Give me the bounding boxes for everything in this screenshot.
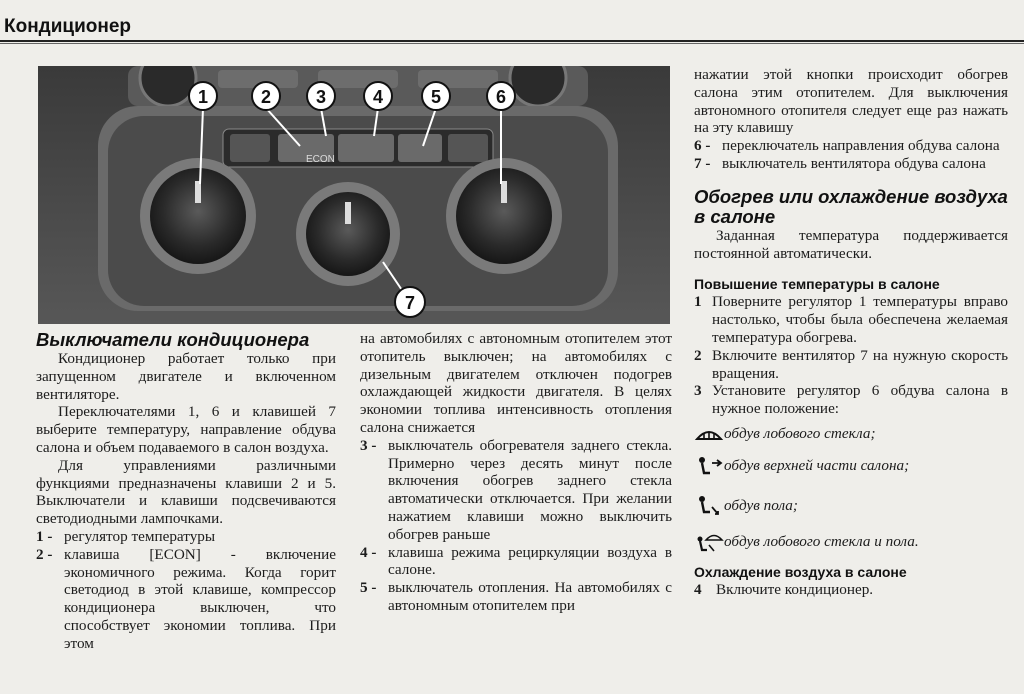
column-2 <box>360 330 672 615</box>
paragraph: Кондиционер работает только при запущенном двигателе и включенном вентиляторе. <box>36 350 336 403</box>
list-item: 7 - выключатель вентилятора обдува салона <box>694 154 986 172</box>
svg-text:2: 2 <box>260 87 272 107</box>
floor-vent-icon <box>694 495 724 517</box>
page-title: Кондиционер <box>4 16 132 37</box>
header-divider-thin <box>0 43 1024 44</box>
mode-windshield-floor: обдув лобового стекла и пола. <box>694 526 1008 558</box>
subheading-heating: Повышение температуры в салоне <box>694 276 940 293</box>
bleed-through-text <box>180 2 660 14</box>
paragraph: Переключателями 1, 6 и клавишей 7 выберите температуру, направление обдува салона и объем подаваемого в салон воздуха. <box>36 403 336 456</box>
list-item: 4 - клавиша режима рециркуляции воздуха в салоне. <box>360 543 672 579</box>
section-heading-heating: Обогрев или охлаждение воздуха в салоне <box>694 185 1008 227</box>
econ-label: ECON <box>306 154 335 165</box>
paragraph: Заданная температура поддерживается постоянной автоматически. <box>694 226 1008 262</box>
column-3 <box>694 66 1008 599</box>
header-divider <box>0 40 1024 42</box>
step-item: 2 Включите вентилятор 7 на нужную скорость вращения. <box>694 346 1008 382</box>
paragraph: нажатии этой кнопки происходит обогрев салона этим отопителем. Для выключения автономного отопителя следует еще раз нажать на эту клавишу <box>694 66 1008 137</box>
windshield-floor-icon <box>694 531 724 553</box>
list-item: 2 - клавиша [ECON] - включение экономичного режима. Когда горит светодиод в этой клавише, компрессор кондиционера выключен, что способствует экономии топлива. При этом <box>36 545 336 652</box>
step-item: 3 Установите регулятор 6 обдува салона в нужное положение: <box>694 382 1008 418</box>
paragraph: на автомобилях с автономным отопителем этот отопитель выключен; на автомобилях с дизельным двигателем отключен подогрев охлаждающей жидкости двигателя. В целях экономии топлива интенсивность отопления салона снижается <box>360 330 672 436</box>
callout-3 <box>307 82 335 110</box>
list-item: 6 - переключатель направления обдува салона <box>694 137 1000 155</box>
mode-windshield: обдув лобового стекла; <box>694 422 1008 446</box>
callout-2 <box>252 82 280 110</box>
control-panel-photo <box>38 66 670 324</box>
svg-text:5: 5 <box>430 87 442 107</box>
windshield-defrost-icon <box>694 423 724 445</box>
callout-4 <box>364 82 392 110</box>
callout-6 <box>487 82 515 110</box>
list-item: 1 - регулятор температуры <box>36 527 216 545</box>
section-heading-switches: Выключатели кондиционера <box>36 329 310 350</box>
callout-1 <box>189 82 217 110</box>
mode-upper: обдув верхней части салона; <box>694 446 1008 486</box>
svg-text:6: 6 <box>495 87 507 107</box>
svg-text:4: 4 <box>372 87 384 107</box>
svg-text:1: 1 <box>197 87 209 107</box>
list-item: 5 - выключатель отопления. На автомобилях с автономным отопителем при <box>360 579 672 614</box>
list-item: 3 - выключатель обогревателя заднего стекла. Примерно через десять минут после включения обогрев заднего стекла автоматически отключается. При желании нажатием клавиши можно выключить обогрев раньше <box>360 436 672 543</box>
step-item: 1 Поверните регулятор 1 температуры вправо настолько, чтобы была обеспечена желаемая температура обогрева. <box>694 293 1008 346</box>
callout-5 <box>422 82 450 110</box>
column-1 <box>36 330 336 653</box>
svg-text:7: 7 <box>404 293 416 313</box>
subheading-cooling: Охлаждение воздуха в салоне <box>694 563 907 580</box>
paragraph: Для управлениями различными функциями предназначены клавиши 2 и 5. Выключатели и клавиши подсвечиваются светодиодными лампочками. <box>36 456 336 528</box>
callout-7 <box>395 287 425 317</box>
upper-vent-icon <box>694 455 724 477</box>
mode-floor: обдув пола; <box>694 486 1008 526</box>
step-item: 4 Включите кондиционер. <box>694 580 874 598</box>
svg-text:3: 3 <box>315 87 327 107</box>
control-panel-illustration <box>38 66 670 324</box>
